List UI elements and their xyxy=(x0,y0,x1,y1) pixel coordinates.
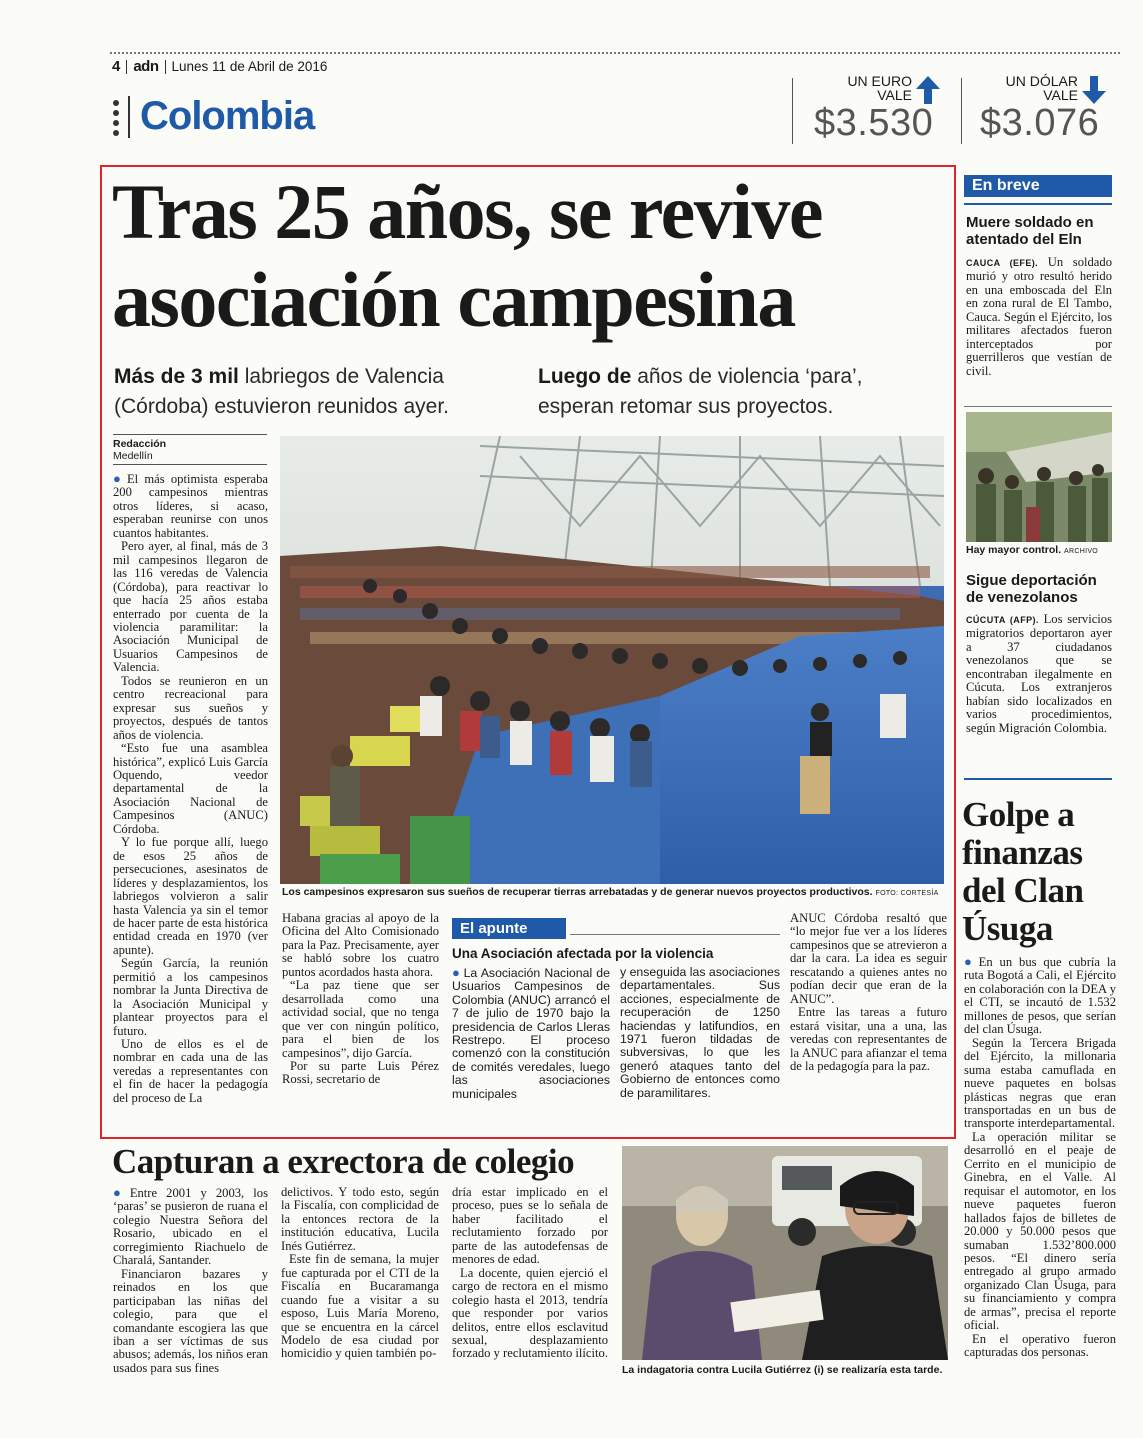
brief-rule xyxy=(964,778,1112,780)
folio-divider xyxy=(165,60,166,74)
capturan-col3-p1: dría estar implicado en el proceso, pues se lo señala de haber facilitado el reclutamiento forzado por parte de las autodefensas de menores de edad. xyxy=(452,1185,608,1267)
apunte-label: El apunte xyxy=(452,918,566,939)
deck-left-line1: labriegos de Valencia xyxy=(244,365,444,388)
bullet-icon: ● xyxy=(113,471,124,486)
apunte-box xyxy=(452,912,780,1112)
brief-photo-caption-text: Hay mayor control. xyxy=(966,544,1062,556)
brief-1-headline: Muere soldado en atentado del Eln xyxy=(966,214,1094,248)
brief-2-headline: Sigue deportación de venezolanos xyxy=(966,572,1097,606)
deck-left-line2: (Córdoba) estuvieron reunidos ayer. xyxy=(114,395,450,418)
section-divider xyxy=(128,96,130,138)
main-headline-line1: Tras 25 años, se revive xyxy=(112,168,823,255)
golpe-p1: En un bus que cubría la ruta Bogotá a Cali, el Ejército en colaboración con la DEA y el CTI, se incautó de 1.532 millones de pesos, que serían del clan Úsuga. xyxy=(964,955,1116,1037)
main-story-column-1 xyxy=(113,472,268,1105)
en-breve-label: En breve xyxy=(964,175,1112,197)
section-marker xyxy=(113,100,119,136)
main-col2-p1: Habana gracias al apoyo de la Oficina del Alto Comisionado para la Paz. Precisamente, ayer se habló sobre los cuatro puntos acordados hasta ahora. xyxy=(282,911,439,979)
dollar-label xyxy=(1000,74,1078,102)
main-col1-p2: Pero ayer, al final, más de 3 mil campesinos llegaron de las 116 veredas de Valencia (Córdoba), para reactivar lo que hacía 25 años estaba enterrado por cuenta de la violencia paramilitar: la Asociación Municipal de Usuarios Campesinos de Valencia. xyxy=(113,539,268,675)
deck-right-bold: Luego de xyxy=(538,365,632,388)
main-photo-caption-text: Los campesinos expresaron sus sueños de recuperar tierras arrebatadas y de generar nuevos proyectos productivos. xyxy=(282,886,873,898)
capturan-col1-p1: Entre 2001 y 2003, los ‘paras’ se pusieron de ruana el colegio Nuestra Señora del Rosario, ubicado en el corregimiento Riachuelo de Charalá, Santander. xyxy=(113,1186,268,1268)
main-headline-line2: asociación campesina xyxy=(112,256,795,343)
brief-rule xyxy=(964,406,1112,407)
main-col1-p5: Y lo fue porque allí, luego de esos 25 años de persecuciones, asesinatos de líderes y desplazamientos, los labriegos volvieron a salir hasta Valencia ya sin el temor de hacer parte de esta histórica entidad creada en 1970 (ver apunte). xyxy=(113,835,268,957)
deck-left-bold: Más de 3 mil xyxy=(114,365,239,388)
capturan-photo-caption: La indagatoria contra Lucila Gutiérrez (i) se realizaría esta tarde. xyxy=(622,1364,943,1376)
deck-right-line1: años de violencia ‘para’, xyxy=(637,365,863,388)
brief-photo-caption xyxy=(966,544,1112,558)
main-col1-p7: Uno de ellos es el de nombrar en cada una de las veredas a representantes con el fin de hacer la pedagogía del proceso de La xyxy=(113,1037,268,1105)
top-rule xyxy=(110,52,1120,54)
main-col1-p4: “Esto fue una asamblea histórica”, explicó Luis García Oquendo, veedor departamental de la Asociación Nacional de Campesinos (ANUC) Córdoba. xyxy=(113,741,268,836)
brief-photo xyxy=(966,412,1112,542)
en-breve-rule xyxy=(964,203,1112,205)
capturan-column-1 xyxy=(113,1186,268,1375)
golpe-body xyxy=(964,955,1116,1360)
capturan-headline: Capturan a exrectora de colegio xyxy=(112,1142,575,1181)
golpe-p4: En el operativo fueron capturadas dos personas. xyxy=(964,1331,1116,1360)
dollar-label-line2: VALE xyxy=(1043,87,1078,103)
main-story-column-2 xyxy=(282,912,439,1087)
deck-right-line2: esperan retomar sus proyectos. xyxy=(538,395,834,418)
euro-label-line2: VALE xyxy=(877,87,912,103)
main-headline xyxy=(112,168,952,344)
brief-2-kicker: CÚCUTA (AFP). xyxy=(966,615,1039,625)
euro-label-line1: UN EURO xyxy=(847,73,912,89)
deck-left xyxy=(114,362,524,422)
main-col4-p1: ANUC Córdoba resaltó que “lo mejor fue ver a los líderes campesinos que se atrevieron a dar la cara. La idea es seguir rescatando a quienes antes no podían decir que eran de la ANUC”. xyxy=(790,911,947,1006)
main-col1-p3: Todos se reunieron en un centro recreacional para expresar sus sueños y proyectos, después de tantos años de violencia. xyxy=(113,673,268,742)
dollar-value: $3.076 xyxy=(980,102,1100,144)
main-col4-p2: Entre las tareas a futuro estará visitar, una a una, las veredas con representantes de la ANUC para afianzar el tema de la pedagogía para la paz. xyxy=(790,1005,947,1073)
golpe-headline-line1: Golpe a xyxy=(962,795,1075,834)
byline-name: Redacción xyxy=(113,438,167,450)
brief-2-text: Los servicios migratorios deportaron ayer a 37 ciudadanos venezolanos que se encontraban ilegalmente en Cúcuta. Los extranjeros habían sido localizados en varios procedimientos, según Migración Colombia. xyxy=(966,612,1112,735)
golpe-p3: La operación militar se desarrolló en el peaje de Cerrito en el municipio de Ginebra, en el Valle. Al requisar el automotor, en los nueve paquetes fueron hallados fajos de billetes de 20.000 y 50.000 pesos que sumaban 1.532’800.000 pesos. “El dinero sería entregado al grupo armado organizado Clan Úsuga, para su financiamiento y compra de armas”, precisa el reporte oficial. xyxy=(964,1129,1116,1333)
capturan-col2-p2: Este fin de semana, la mujer fue capturada por el CTI de la Fiscalía en Bucaramanga cuando fue a visitar a su esposo, Luis María Moreno, que se encuentra en la cárcel Modelo de esa ciudad por homicidio y quien también po- xyxy=(281,1252,439,1361)
bullet-icon: ● xyxy=(964,954,976,969)
byline-dateline: Medellín xyxy=(113,450,153,462)
golpe-p2: Según la Tercera Brigada del Ejército, la millonaria suma estaba camuflada en nueve paquetes en bolsas plásticas negras que eran transportadas en un bus de transporte interdepartamental. xyxy=(964,1035,1116,1131)
euro-value: $3.530 xyxy=(814,102,934,144)
deck-right xyxy=(538,362,950,422)
golpe-headline-line4: Úsuga xyxy=(962,909,1053,948)
main-col1-p1: El más optimista esperaba 200 campesinos mientras otros líderes, si acaso, esperaban reunirse con unos cuantos habitantes. xyxy=(113,472,268,540)
main-col2-p2: “La paz tiene que ser desarrollada como una actividad social, que no tenga que ver con ningún político, para el bien de los campesinos”, dijo García. xyxy=(282,978,439,1060)
arrest-image xyxy=(622,1146,948,1360)
brief-photo-credit: ARCHIVO xyxy=(1064,548,1099,555)
capturan-col1-p2: Financiaron bazares y reinados en los que participaban las niñas del colegio, para que el comandante escogiera las que iban a ser víctimas de sus abusos; además, los niños eran usados para sus fines xyxy=(113,1266,268,1375)
capturan-col3-p2: La docente, quien ejerció el cargo de rectora en el mismo colegio hasta el 2013, tendría que responder por varios delitos, entre ellos esclavitud sexual, desplazamiento forzado y reclutamiento ilícito. xyxy=(452,1265,608,1361)
bullet-icon: ● xyxy=(113,1185,127,1200)
edition-date: Lunes 11 de Abril de 2016 xyxy=(171,59,328,74)
apunte-title: Una Asociación afectada por la violencia xyxy=(452,946,714,961)
capturan-column-3 xyxy=(452,1186,608,1361)
main-story-column-4 xyxy=(790,912,947,1073)
currency-divider xyxy=(792,78,793,144)
apunte-col2-text: y enseguida las asociaciones departamentales. Sus acciones, especialmente de recuperación de 1250 haciendas y latifundios, en 1971 fueron tildadas de subversivas, lo que les generó ataques tanto del Gobierno de entonces como de paramilitares. xyxy=(620,965,780,1100)
arrow-down-icon xyxy=(1082,76,1106,104)
byline-rule xyxy=(113,464,267,465)
capturan-photo xyxy=(622,1146,948,1360)
main-col2-p3: Por su parte Luis Pérez Rossi, secretario de xyxy=(282,1058,439,1087)
golpe-headline-line3: del Clan xyxy=(962,871,1084,910)
apunte-col1-text: La Asociación Nacional de Usuarios Campesinos de Colombia (ANUC) arrancó el 7 de julio de 1970 bajo la presidencia de Carlos Lleras Restrepo. El proceso comenzó con la constitución de comités veredales, luego las asociaciones municipales xyxy=(452,966,610,1101)
apunte-rule xyxy=(570,934,780,935)
apunte-column-1 xyxy=(452,966,610,1101)
folio xyxy=(112,58,327,75)
golpe-headline-line2: finanzas xyxy=(962,833,1083,872)
euro-label xyxy=(846,74,912,102)
arrow-up-icon xyxy=(916,76,940,104)
main-col1-p6: Según García, la reunión permitió a los campesinos nombrar la Junta Directiva de la Asociación Municipal y plantear proyectos para el futuro. xyxy=(113,956,268,1038)
brief-1-body xyxy=(966,256,1112,378)
capturan-column-2 xyxy=(281,1186,439,1361)
capturan-col2-p1: delictivos. Y todo esto, según la Fiscalía, con complicidad de la entonces rectora de la institución educativa, Lucila Inés Gutiérrez. xyxy=(281,1185,439,1253)
byline-rule xyxy=(113,434,267,435)
currency-divider xyxy=(961,78,962,144)
section-title: Colombia xyxy=(140,94,315,138)
brief-2-body xyxy=(966,613,1112,735)
soldiers-image xyxy=(966,412,1112,542)
brief-1-text: Un soldado murió y otro resultó herido en una emboscada del Eln en zona rural de El Tambo, Cauca. Según el Ejército, los militares afectados fueron interceptados por guerrilleros que vestían de civil. xyxy=(966,255,1112,378)
main-photo xyxy=(280,436,944,884)
main-photo-credit: FOTO: CORTESÍA xyxy=(875,890,939,897)
byline xyxy=(113,438,166,462)
folio-divider xyxy=(126,60,127,74)
apunte-column-2 xyxy=(620,966,780,1100)
campesinos-assembly-image xyxy=(280,436,944,884)
main-photo-caption xyxy=(282,886,946,900)
golpe-headline xyxy=(962,796,1116,948)
dollar-label-line1: UN DÓLAR xyxy=(1005,73,1078,89)
brief-1-kicker: CAUCA (EFE). xyxy=(966,258,1039,268)
bullet-icon: ● xyxy=(452,965,461,980)
brand-logo: adn xyxy=(133,58,159,75)
page-number: 4 xyxy=(112,58,121,75)
